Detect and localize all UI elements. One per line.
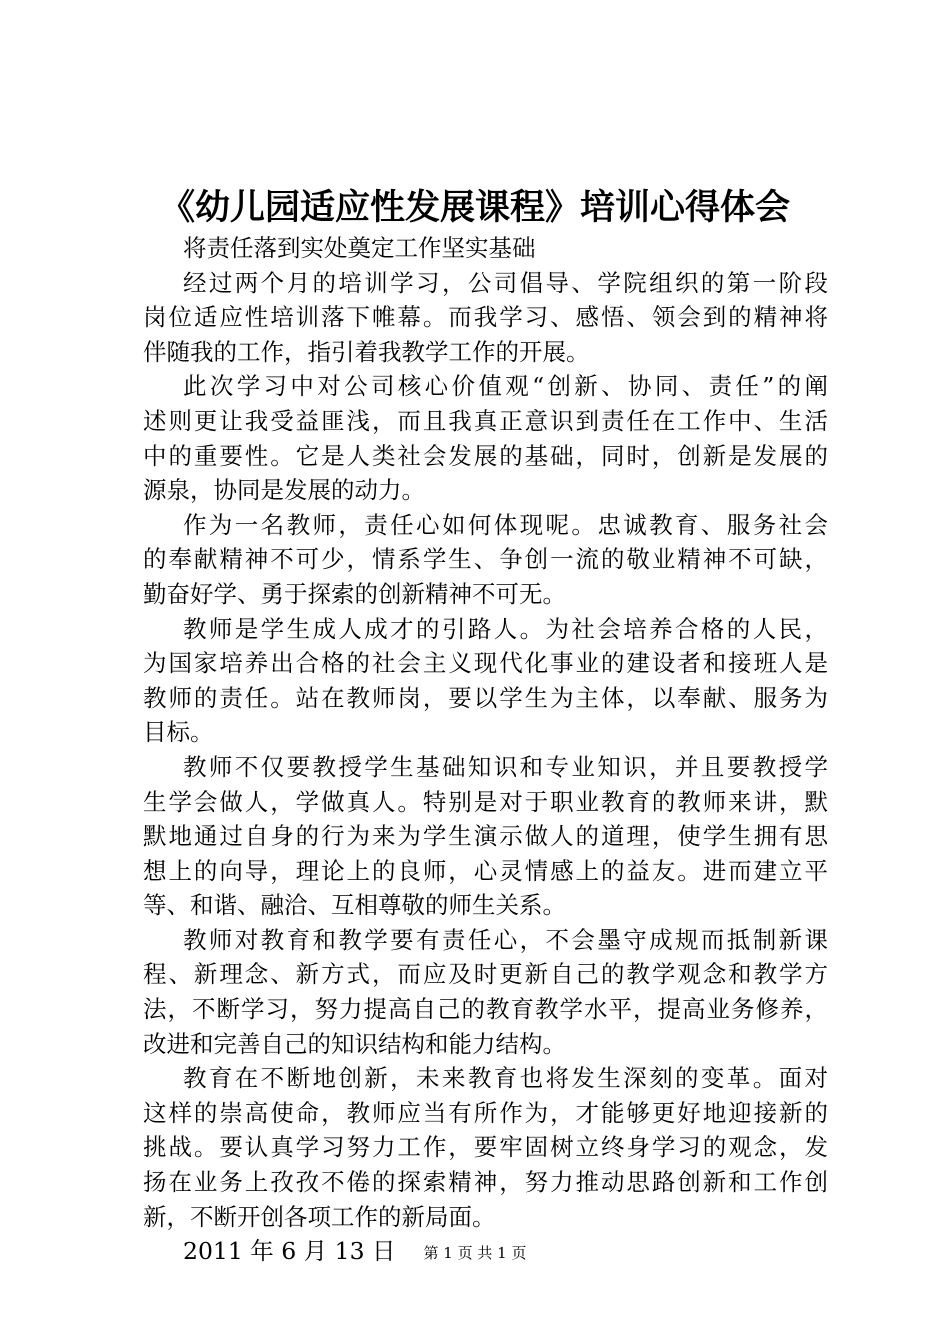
body-line: 将责任落到实处奠定工作坚实基础 <box>183 234 536 262</box>
body-line: 等、和谐、融洽、互相尊敬的师生关系。 <box>143 891 566 920</box>
body-line: 为国家培养出合格的社会主义现代化事业的建设者和接班人是 <box>143 649 828 678</box>
body-line: 新，不断开创各项工作的新局面。 <box>143 1202 496 1231</box>
body-line: 此次学习中对公司核心价值观“创新、协同、责任”的阐 <box>183 372 828 401</box>
body-line: 经过两个月的培训学习，公司倡导、学院组织的第一阶段 <box>183 268 828 297</box>
body-line: 教师对教育和教学要有责任心，不会墨守成规而抵制新课 <box>183 925 828 954</box>
body-line: 这样的崇高使命，教师应当有所作为，才能够更好地迎接新的 <box>143 1098 828 1127</box>
body-line: 目标。 <box>143 718 214 747</box>
body-line: 伴随我的工作，指引着我教学工作的开展。 <box>143 337 590 366</box>
body-line: 述则更让我受益匪浅，而且我真正意识到责任在工作中、生活 <box>143 406 828 435</box>
body-line: 教育在不断地创新，未来教育也将发生深刻的变革。面对 <box>183 1064 828 1093</box>
body-line: 程、新理念、新方式，而应及时更新自己的教学观念和教学方 <box>143 960 828 989</box>
body-line: 作为一名教师，责任心如何体现呢。忠诚教育、服务社会 <box>183 510 828 539</box>
document-title: 《幼儿园适应性发展课程》培训心得体会 <box>159 188 790 228</box>
document-body <box>143 231 828 1269</box>
body-line: 法，不断学习，努力提高自己的教育教学水平，提高业务修养， <box>143 995 828 1024</box>
body-line: 教师不仅要教授学生基础知识和专业知识，并且要教授学 <box>183 752 828 781</box>
body-line: 生学会做人，学做真人。特别是对于职业教育的教师来讲，默 <box>143 787 828 816</box>
body-line: 想上的向导，理论上的良师，心灵情感上的益友。进而建立平 <box>143 856 828 885</box>
body-line: 岗位适应性培训落下帷幕。而我学习、感悟、领会到的精神将 <box>143 303 828 332</box>
body-line: 教师是学生成人成才的引路人。为社会培养合格的人民， <box>183 614 828 643</box>
body-line: 改进和完善自己的知识结构和能力结构。 <box>143 1029 566 1058</box>
body-line: 扬在业务上孜孜不倦的探索精神，努力推动思路创新和工作创 <box>143 1168 828 1197</box>
body-line: 默地通过自身的行为来为学生演示做人的道理，使学生拥有思 <box>143 822 828 851</box>
body-line: 源泉，协同是发展的动力。 <box>143 476 425 505</box>
body-line: 的奉献精神不可少，情系学生、争创一流的敬业精神不可缺， <box>143 545 828 574</box>
body-line: 挑战。要认真学习努力工作，要牢固树立终身学习的观念，发 <box>143 1133 828 1162</box>
page-footer: 第 1 页 共 1 页 <box>423 1244 527 1262</box>
body-line: 勤奋好学、勇于探索的创新精神不可无。 <box>143 579 566 608</box>
body-line: 教师的责任。站在教师岗，要以学生为主体，以奉献、服务为 <box>143 683 828 712</box>
body-line: 中的重要性。它是人类社会发展的基础，同时，创新是发展的 <box>143 441 828 470</box>
body-line: 2011 年 6 月 13 日 <box>183 1237 396 1266</box>
